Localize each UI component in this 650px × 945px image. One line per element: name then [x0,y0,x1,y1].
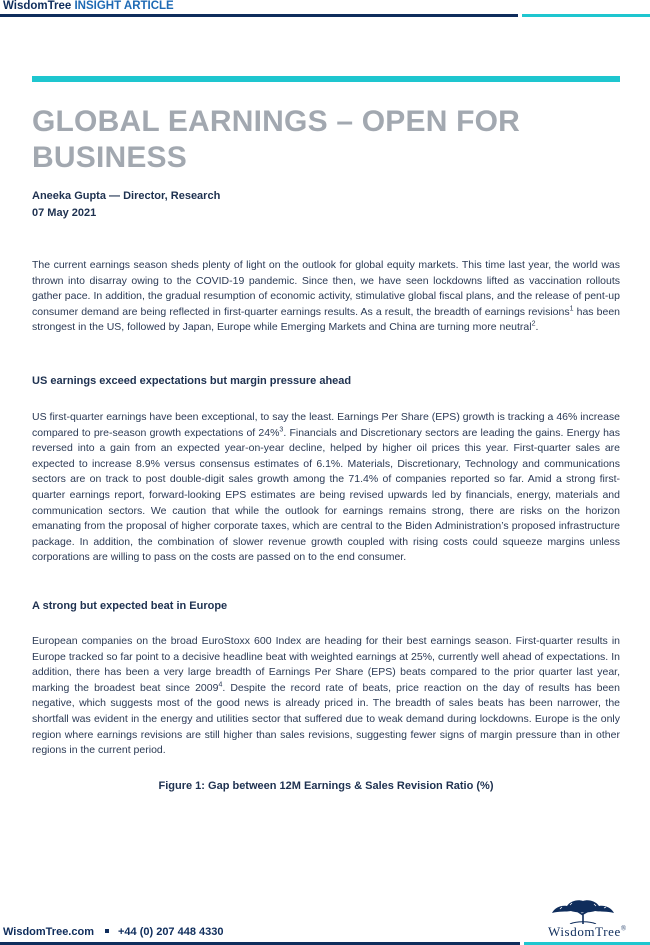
footnote-ref-2[interactable]: 2 [531,320,536,328]
europe-paragraph [32,634,620,759]
header-rule-teal [522,14,650,17]
logo-registered-mark: ® [620,924,627,933]
intro-text-2: has been strongest in the US, followed by Japan, Europe while Emerging Markets and China are turning more neutral [32,305,620,334]
header-label [3,0,174,12]
intro-paragraph [32,258,620,336]
intro-text-1: The current earnings season sheds plenty of light on the outlook for global equity markets. This time last year, the world was thrown into disarray owing to the COVID-19 pandemic. Since then, we have seen lockdowns lifted as vaccination rollouts gather pace. In addition, the gradual resumption of economic activity, stimulative global fiscal plans, and the release of pent-up consumer demand are being reflected in first-quarter earnings results. As a result, the breadth of earnings revisions [32,259,620,318]
article-title: GLOBAL EARNINGS – OPEN FOR BUSINESS [32,105,521,174]
logo-text: WisdomTree [548,924,621,939]
intro-text-3: . [535,321,539,334]
section-heading-europe: A strong but expected beat in Europe [32,600,228,612]
footnote-ref-4[interactable]: 4 [218,681,223,689]
page-header [0,0,650,20]
us-text-1: US first-quarter earnings have been exceptional, to say the least. Earnings Per Share (EPS) growth is tracking a 46% increase compared to pre-season growth expectations of 24% [32,411,620,439]
europe-text-2: . Despite the record rate of beats, price reaction on the day of results has been negative, which suggests most of the good news is already priced in. The breadth of sales beats has been narrower, the shortfall was evident in the energy and utilities sector that suffered due to weak demand during lockdowns. Europe is the only region where earnings revisions are still higher than sales revisions, suggesting fewer signs of margin pressure than in other regions in the current period. [32,681,620,757]
footer-website-link[interactable]: WisdomTree.com [3,926,94,938]
figure-caption: Figure 1: Gap between 12M Earnings & Sales Revision Ratio (%) [158,780,494,792]
us-text-2: . Financials and Discretionary sectors are leading the gains. Energy has reversed into a gain from an expected year-on-year decline, helped by higher oil prices this year. First-quarter sales are expected to increase 8.9% versus consensus estimates of 6.1%. Materials, Discretionary, Technology and communications sectors are on track to post double-digit sales growth among the 71.4% of companies reported so far. Amid a strong first-quarter earnings report, forward-looking EPS estimates are being revised upwards led by financials, energy, materials and communication sectors. We caution that while the outlook for earnings remains strong, there are risks on the horizon emanating from the proposal of higher corporate taxes, which are central to the Biden Administration’s proposed infrastructure package. In addition, the combination of slower revenue growth coupled with rising costs could squeeze margins unless corporations are willing to pass on the costs are passed on to the end consumer. [32,426,620,564]
header-rule-navy [0,14,518,17]
footnote-ref-1[interactable]: 1 [569,305,574,313]
page-footer [0,918,650,945]
us-paragraph [32,410,620,566]
title-accent-bar [32,76,620,82]
footer-phone: +44 (0) 207 448 4330 [117,926,224,938]
footnote-ref-3[interactable]: 3 [279,426,284,434]
europe-text-1: European companies on the broad EuroStoxx 600 Index are heading for their best earnings season. First-quarter results in Europe tracked so far point to a decisive headline beat with weighted earnings at 25%, currently well ahead of expectations. In addition, there has been a very large breadth of Earnings Per Share (EPS) beats compared to the prior quarter last year, marking the broadest beat since 2009 [32,635,620,694]
section-heading-us: US earnings exceed expectations but margin pressure ahead [32,375,352,387]
header-section: INSIGHT ARTICLE [74,0,174,12]
footer-separator [105,929,109,933]
footer-contact [3,926,224,938]
header-brand: WisdomTree [3,0,72,12]
article-date: 07 May 2021 [32,207,97,219]
article-author: Aneeka Gupta — Director, Research [32,190,221,202]
